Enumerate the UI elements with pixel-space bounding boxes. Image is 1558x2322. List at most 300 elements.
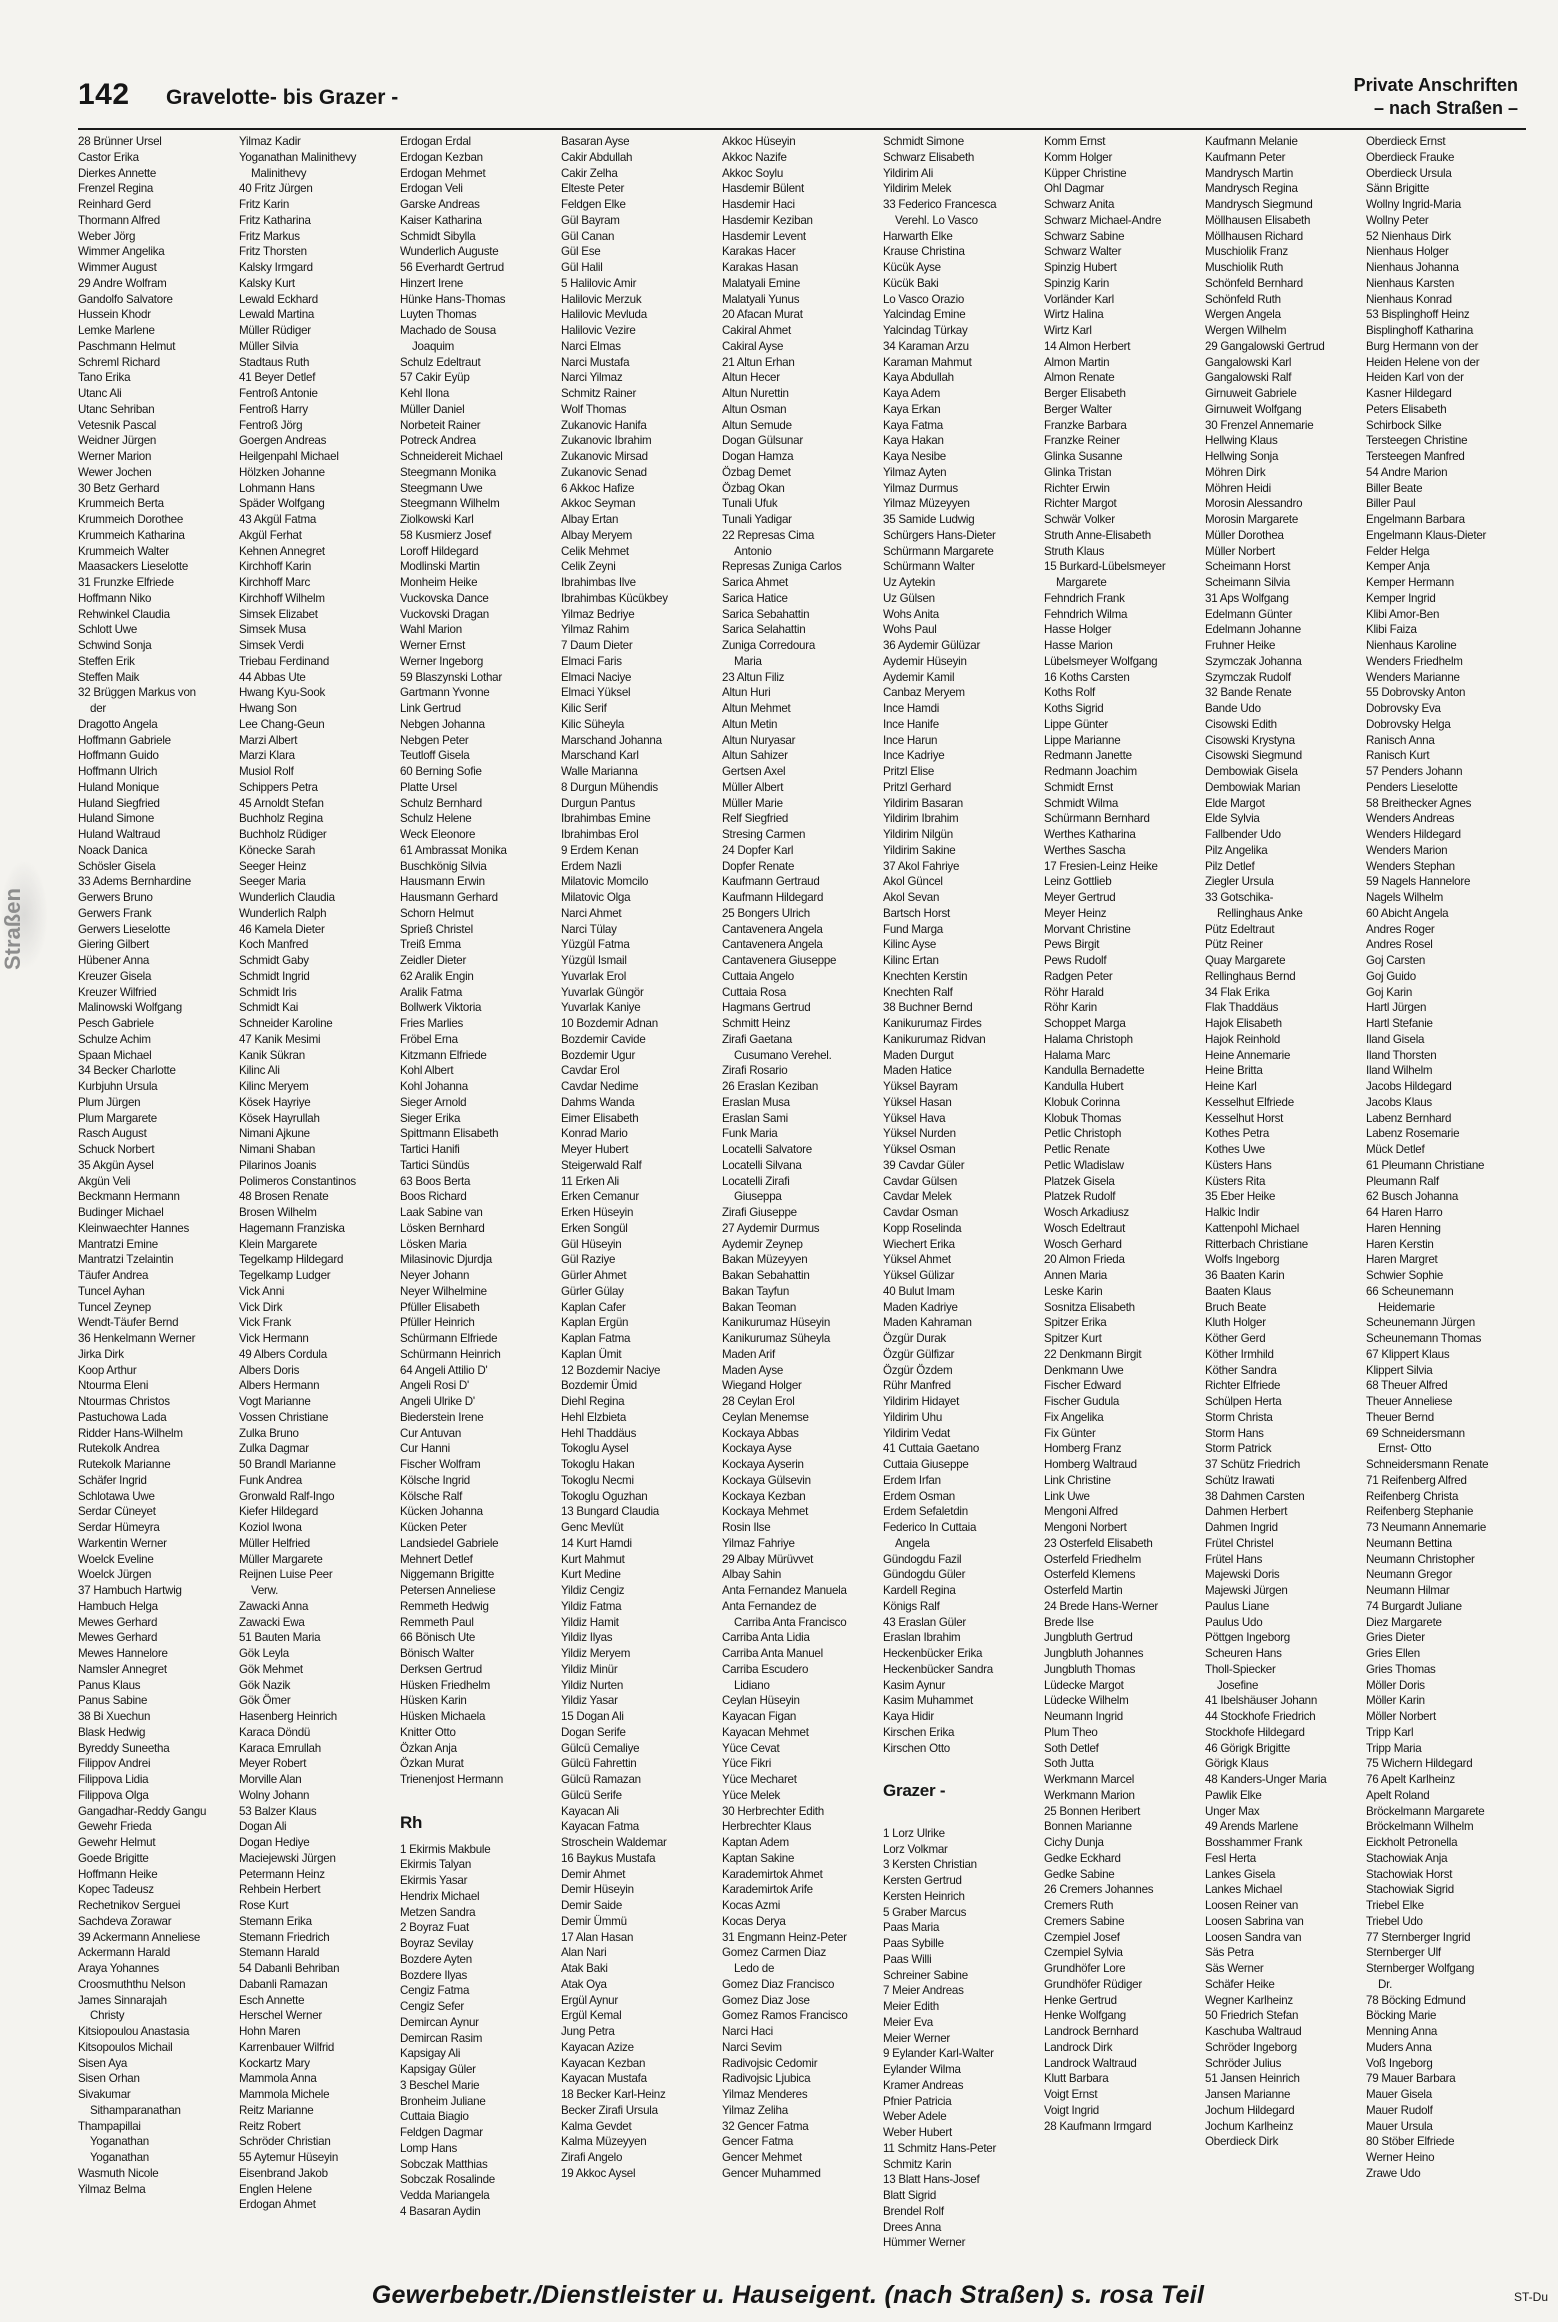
listing-entry: Kaplan Fatma	[561, 1332, 631, 1345]
listing-entry: Schönfeld Ruth	[1205, 292, 1281, 306]
listing-entry: Altun Hecer	[722, 371, 780, 385]
listing-entry: 64 Angeli Attilio D'	[400, 1363, 488, 1377]
listing-entry: Hussein Khodr	[78, 308, 151, 322]
listing-entry: Hüsken Michaela	[400, 1710, 486, 1723]
listing-entry: Kösek Hayrullah	[239, 1111, 320, 1125]
listing-entry: Werthes Katharina	[1044, 828, 1136, 841]
listing-entry: 52 Nienhaus Dirk	[1366, 229, 1451, 243]
listing-entry: Altun Nuryasar	[722, 733, 796, 747]
listing-entry: Özkan Murat	[400, 1757, 464, 1771]
listing-entry: Utanc Ali	[78, 387, 122, 400]
listing-entry: Schröder Julius	[1205, 2056, 1282, 2070]
listing-entry: Schürmann Heinrich	[400, 1347, 501, 1361]
listing-entry: Halilovic Mevluda	[561, 308, 647, 322]
listing-entry: Yildirim Nilgün	[883, 828, 953, 841]
listing-entry: Anta Fernandez de	[722, 1599, 817, 1613]
listing-entry: Kockaya Mehmet	[722, 1505, 809, 1519]
listing-entry: Ziolkowski Karl	[400, 513, 474, 526]
listing-entry: 30 Herbrechter Edith	[722, 1804, 824, 1818]
listing-entry: Dahmen Herbert	[1205, 1505, 1288, 1519]
listing-entry: Hasdemir Haci	[722, 198, 795, 211]
listing-entry: Narci Ahmet	[561, 906, 622, 920]
listing-entry: 37 Schütz Friedrich	[1205, 1458, 1301, 1471]
listing-entry: Pöttgen Ingeborg	[1205, 1631, 1290, 1645]
listing-entry: Voigt Ernst	[1044, 2088, 1098, 2101]
listing-entry: Buchholz Rüdiger	[239, 828, 327, 841]
listing-entry: Atak Baki	[561, 1962, 608, 1975]
listing-entry: Sisen Orhan	[78, 2072, 140, 2086]
listing-entry: Demir Ahmet	[561, 1867, 626, 1881]
listing-entry: Yilmaz Menderes	[722, 2088, 808, 2101]
listing-entry: Schoppet Marga	[1044, 1017, 1126, 1030]
footer-note: Gewerbebetr./Dienstleister u. Hauseigent. (nach Straßen) s. rosa Teil	[371, 2281, 1205, 2309]
listing-entry: 40 Bulut Imam	[883, 1284, 955, 1298]
listing-entry: Baaten Klaus	[1205, 1284, 1271, 1298]
listing-entry: 13 Bungard Claudia	[561, 1505, 659, 1519]
listing-entry: Boyraz Sevilay	[400, 1937, 474, 1950]
listing-entry: Vuckovska Dance	[400, 591, 489, 605]
listing-entry: Sarica Hatice	[722, 591, 788, 605]
listing-entry: Heckenbücker Erika	[883, 1647, 983, 1660]
listing-entry: 22 Denkmann Birgit	[1044, 1347, 1142, 1361]
listing-entry: Ibrahimbas Emine	[561, 812, 651, 826]
listing-entry: Karaman Mahmut	[883, 355, 972, 369]
listing-entry: Hasdemir Keziban	[722, 213, 813, 227]
listing-entry: Yilmaz Fahriye	[722, 1536, 795, 1550]
listing-entry: Jacobs Hildegard	[1366, 1080, 1452, 1093]
listing-entry: 35 Samide Ludwig	[883, 513, 975, 526]
listing-entry: Theuer Anneliese	[1366, 1395, 1453, 1408]
listing-entry: Hehl Thaddäus	[561, 1426, 637, 1440]
listing-entry: Ergül Kemal	[561, 2009, 622, 2023]
listing-entry: Eraslan Musa	[722, 1095, 790, 1109]
listing-entry: Altun Metin	[722, 717, 778, 731]
listing-entry: Narci Tülay	[561, 922, 617, 936]
listing-entry: Hasse Marion	[1044, 639, 1113, 652]
listing-entry: Almon Martin	[1044, 355, 1110, 369]
listing-entry: Tunali Yadigar	[722, 513, 792, 526]
listing-entry: Kattenpohl Michael	[1205, 1221, 1300, 1235]
listing-entry: James Sinnarajah	[78, 1993, 167, 2007]
listing-entry: Thormann Alfred	[78, 213, 160, 227]
listing-entry: Gartmann Yvonne	[400, 686, 490, 700]
listing-entry: Canbaz Meryem	[883, 686, 965, 700]
listing-entry: Mauer Ursula	[1366, 2119, 1433, 2133]
listing-entry: Loosen Sandra van	[1205, 1930, 1302, 1944]
listing-entry: Eisenbrand Jakob	[239, 2166, 328, 2180]
listing-entry: Gencer Mehmet	[722, 2151, 802, 2164]
listing-entry: Weber Hubert	[883, 2126, 952, 2139]
listing-entry: Ziegler Ursula	[1205, 875, 1274, 889]
listing-entry: 16 Baykus Mustafa	[561, 1851, 656, 1865]
listing-entry: Petersen Anneliese	[400, 1584, 496, 1597]
listing-entry: Wimmer Angelika	[78, 245, 165, 259]
listing-entry: Klein Margarete	[239, 1237, 318, 1251]
listing-entry: Kocas Derya	[722, 1914, 786, 1928]
listing-entry: Gomez Diaz Jose	[722, 1993, 810, 2007]
listing-entry: Blatt Sigrid	[883, 2189, 937, 2202]
listing-entry: Brosen Wilhelm	[239, 1206, 317, 1219]
listing-entry: Karrenbauer Wilfrid	[239, 2040, 335, 2054]
listing-entry: Zirafi Giuseppe	[722, 1206, 797, 1219]
listing-entry: Kaptan Sakine	[722, 1851, 795, 1865]
listing-entry: Brede Ilse	[1044, 1615, 1094, 1629]
listing-entry: Erdem Nazli	[561, 859, 622, 873]
listing-entry: Laak Sabine van	[400, 1206, 483, 1219]
listing-entry: Kandulla Bernadette	[1044, 1064, 1145, 1078]
listing-entry: Altun Sahizer	[722, 749, 788, 763]
listing-entry: Kirchhoff Karin	[239, 560, 312, 574]
listing-entry: Zrawe Udo	[1366, 2166, 1421, 2180]
listing-entry: 34 Becker Charlotte	[78, 1064, 176, 1078]
listing-entry: Ridder Hans-Wilhelm	[78, 1426, 183, 1440]
listing-entry: Kayacan Mehmet	[722, 1725, 809, 1739]
listing-entry: Labenz Rosemarie	[1366, 1127, 1460, 1141]
listing-entry: 16 Koths Carsten	[1044, 670, 1130, 684]
listing-entry: Zawacki Anna	[239, 1599, 309, 1613]
listing-entry: Kehl Ilona	[400, 387, 450, 400]
listing-entry: Kockaya Ayse	[722, 1442, 792, 1456]
listing-entry: Karakas Hasan	[722, 261, 799, 274]
listing-entry: Gedke Sabine	[1044, 1867, 1115, 1881]
listing-entry: Wenders Marion	[1366, 843, 1448, 857]
listing-entry: Heckenbücker Sandra	[883, 1662, 993, 1676]
listing-entry: Woelck Eveline	[78, 1552, 154, 1566]
listing-entry: Schütz Irawati	[1205, 1473, 1275, 1487]
listing-entry: Yuvarlak Erol	[561, 969, 627, 983]
listing-entry: Gök Mehmet	[239, 1662, 303, 1676]
listing-entry: 37 Hambuch Hartwig	[78, 1584, 182, 1597]
listing-entry: Gök Ömer	[239, 1694, 291, 1708]
listing-entry: Yilmaz Belma	[78, 2182, 146, 2196]
listing-entry: 4 Basaran Aydin	[400, 2204, 481, 2218]
listing-entry: 49 Arends Marlene	[1205, 1820, 1299, 1834]
listing-entry: Landrock Bernhard	[1044, 2025, 1139, 2038]
listing-entry: Cisowski Edith	[1205, 717, 1277, 731]
listing-entry: Pawlik Elke	[1205, 1788, 1262, 1802]
listing-entry: Grundhöfer Rüdiger	[1044, 1977, 1142, 1991]
listing-entry: 6 Akkoc Hafize	[561, 481, 635, 495]
listing-entry: Gündogdu Fazil	[883, 1552, 962, 1566]
listing-column	[400, 134, 561, 2284]
listing-entry: Vuckovski Dragan	[400, 607, 490, 621]
listing-entry: Jungbluth Thomas	[1044, 1662, 1136, 1676]
listing-entry: Schneidersmann Renate	[1366, 1458, 1489, 1471]
listing-entry: Klippert Silvia	[1366, 1363, 1433, 1377]
listing-entry: Köther Irmhild	[1205, 1347, 1274, 1361]
listing-entry: Cichy Dunja	[1044, 1836, 1104, 1849]
listing-entry: Iland Thorsten	[1366, 1048, 1437, 1062]
listing-entry: Yüzgül Fatma	[561, 938, 630, 952]
listing-entry: Derksen Gertrud	[400, 1662, 482, 1676]
listing-entry: Elmaci Naciye	[561, 670, 632, 684]
listing-entry: Carriba Anta Manuel	[722, 1647, 823, 1660]
listing-entry: 59 Blaszynski Lothar	[400, 670, 502, 684]
listing-entry: Gerwers Lieselotte	[78, 922, 171, 936]
listing-entry: Mammola Michele	[239, 2088, 330, 2101]
listing-entry: Theuer Bernd	[1366, 1410, 1434, 1424]
listing-entry: Schürmann Margarete	[883, 544, 994, 558]
listing-entry: Lomp Hans	[400, 2141, 458, 2155]
street-heading: Rh	[400, 1812, 423, 1832]
listing-entry: Lüdecke Wilhelm	[1044, 1694, 1129, 1708]
listing-entry: Cuttaia Giuseppe	[883, 1458, 969, 1471]
listing-entry: Kockaya Kezban	[722, 1489, 806, 1503]
listing-entry: Halilovic Merzuk	[561, 292, 642, 306]
listing-entry: Müller Daniel	[400, 402, 465, 416]
listing-entry: Kirchhoff Marc	[239, 576, 311, 589]
listing-entry: Schülpen Herta	[1205, 1395, 1282, 1408]
listing-entry: Schwär Volker	[1044, 513, 1115, 526]
listing-entry: Albay Meryem	[561, 528, 633, 542]
listing-entry: Koziol Iwona	[239, 1521, 302, 1534]
listing-entry: Funk Maria	[722, 1127, 778, 1141]
listing-entry: Schmidt Ernst	[1044, 780, 1113, 794]
listing-entry: Szymczak Johanna	[1205, 654, 1302, 668]
listing-entry: 22 Represas Cima	[722, 528, 815, 542]
listing-entry: Herbrechter Klaus	[722, 1820, 812, 1834]
listing-entry: Kanikurumaz Firdes	[883, 1017, 982, 1030]
listing-entry: 41 Beyer Detlef	[239, 371, 316, 385]
listing-entry: Yilmaz Durmus	[883, 481, 958, 495]
listing-entry: Sachdeva Zorawar	[78, 1914, 172, 1928]
listing-entry: Schwind Sonja	[78, 639, 152, 652]
listing-entry: Karaca Emrullah	[239, 1741, 321, 1755]
listing-entry: Franzke Reiner	[1044, 434, 1120, 448]
listing-entry: Haren Henning	[1366, 1221, 1441, 1235]
listing-entry: Mandrysch Martin	[1205, 166, 1294, 180]
listing-entry: Mantratzi Emine	[78, 1237, 159, 1251]
listing-entry: Rutekolk Andrea	[78, 1442, 160, 1456]
listing-entry: 11 Erken Ali	[561, 1174, 620, 1188]
listing-entry: Woelck Jürgen	[78, 1568, 152, 1582]
listing-entry: Kaplan Ümit	[561, 1347, 622, 1361]
listing-entry: Nienhaus Karsten	[1366, 276, 1455, 290]
listing-entry: 38 Bi Xuechun	[78, 1710, 151, 1723]
listing-entry: Dobrovsky Helga	[1366, 717, 1451, 731]
listing-entry: Petlic Christoph	[1044, 1127, 1122, 1141]
listing-entry: Wenders Marianne	[1366, 670, 1460, 684]
listing-entry: Möllhausen Elisabeth	[1205, 213, 1311, 227]
listing-entry: Pleumann Ralf	[1366, 1174, 1439, 1188]
listing-entry: Serdar Hümeyra	[78, 1521, 160, 1534]
listing-entry: Diez Margarete	[1366, 1615, 1442, 1629]
listing-entry: Bisplinghoff Katharina	[1366, 324, 1474, 337]
listing-entry: Penders Lieselotte	[1366, 780, 1458, 794]
listing-entry: Klobuk Corinna	[1044, 1095, 1120, 1109]
listing-entry: Nienhaus Konrad	[1366, 292, 1452, 306]
listing-entry: Filippov Andrei	[78, 1757, 151, 1771]
listing-entry: Schneidereit Michael	[400, 450, 503, 463]
listing-entry: Aydemir Hüseyin	[883, 654, 967, 668]
listing-entry: Hagmans Gertrud	[722, 1001, 811, 1015]
listing-entry: Wolf Thomas	[561, 402, 627, 416]
listing-entry: Hasdemir Bülent	[722, 182, 804, 196]
listing-entry: Modlinski Martin	[400, 560, 480, 574]
listing-entry: Kluth Holger	[1205, 1316, 1266, 1330]
listing-entry: Cantavenera Angela	[722, 922, 823, 936]
listing-entry: Dahmen Ingrid	[1205, 1521, 1278, 1534]
listing-entry: 27 Aydemir Durmus	[722, 1221, 820, 1235]
listing-entry: Gronwald Ralf-Ingo	[239, 1489, 335, 1503]
listing-entry: Meier Werner	[883, 2031, 951, 2045]
listing-entry: Kayacan Mustafa	[561, 2072, 647, 2086]
listing-entry: Schmidt Iris	[239, 985, 297, 999]
listing-entry: 31 Aps Wolfgang	[1205, 591, 1289, 605]
listing-entry: Croosmuththu Nelson	[78, 1977, 186, 1991]
listing-entry: Kaptan Adem	[722, 1836, 789, 1849]
listing-entry: Richter Elfriede	[1205, 1379, 1281, 1393]
listing-entry: Yoganathan	[90, 2151, 149, 2164]
listing-entry: Tegelkamp Hildegard	[239, 1253, 344, 1267]
listing-entry: Kalsky Irmgard	[239, 261, 313, 274]
listing-entry: Cur Hanni	[400, 1442, 450, 1456]
listing-entry: Bönisch Walter	[400, 1647, 475, 1660]
listing-entry: Wirtz Karl	[1044, 324, 1092, 337]
listing-entry: Cavdar Melek	[883, 1190, 952, 1204]
listing-entry: Meyer Gertrud	[1044, 891, 1116, 904]
listing-entry: Yildirim Melek	[883, 182, 952, 196]
listing-entry: Nienhaus Karoline	[1366, 639, 1457, 652]
listing-entry: Tunali Ufuk	[722, 497, 778, 511]
listing-entry: Milatovic Olga	[561, 891, 631, 904]
listing-entry: Josefine	[1217, 1678, 1259, 1692]
listing-entry: Byreddy Suneetha	[78, 1741, 170, 1755]
listing-entry: Monheim Heike	[400, 576, 478, 589]
listing-entry: Bartsch Horst	[883, 906, 950, 920]
listing-entry: Wosch Gerhard	[1044, 1237, 1122, 1251]
listing-entry: Gök Leyla	[239, 1647, 289, 1660]
listing-entry: Cisowski Siegmund	[1205, 749, 1302, 763]
listing-entry: Petermann Heinz	[239, 1867, 325, 1881]
listing-entry: Morosin Alessandro	[1205, 497, 1303, 511]
listing-entry: Wenders Hildegard	[1366, 828, 1461, 841]
listing-entry: Warkentin Werner	[78, 1536, 167, 1550]
listing-entry: Peters Elisabeth	[1366, 402, 1447, 416]
listing-entry: Schwarz Anita	[1044, 198, 1115, 211]
listing-entry: Giering Gilbert	[78, 938, 149, 952]
listing-entry: Möller Karin	[1366, 1694, 1425, 1708]
listing-entry: Eylander Wilma	[883, 2063, 961, 2076]
listing-entry: 62 Aralik Engin	[400, 969, 474, 983]
listing-entry: Ibrahimbas Ilve	[561, 576, 636, 589]
listing-entry: Fröbel Erna	[400, 1032, 458, 1046]
listing-entry: Tokoglu Hakan	[561, 1458, 635, 1471]
listing-entry: Kanikurumaz Ridvan	[883, 1032, 986, 1046]
listing-entry: Kapsigay Güler	[400, 2063, 476, 2076]
listing-entry: Täufer Andrea	[78, 1269, 149, 1282]
listing-entry: Malatyali Emine	[722, 276, 801, 290]
listing-entry: 10 Bozdemir Adnan	[561, 1017, 658, 1030]
listing-entry: 28 Kaufmann Irmgard	[1044, 2119, 1152, 2133]
listing-entry: Fehndrich Wilma	[1044, 607, 1128, 621]
listing-entry: Schäfer Heike	[1205, 1977, 1275, 1991]
listing-entry: Kilinc Ayse	[883, 938, 937, 952]
listing-entry: Simsek Verdi	[239, 639, 304, 652]
listing-entry: Yüksel Hasan	[883, 1095, 952, 1109]
listing-entry: Huland Waltraud	[78, 828, 161, 841]
listing-entry: Goergen Andreas	[239, 434, 327, 448]
listing-entry: 15 Burkard-Lübelsmeyer	[1044, 560, 1166, 574]
listing-entry: Pritzl Gerhard	[883, 780, 952, 794]
listing-entry: Aralik Fatma	[400, 985, 463, 999]
listing-entry: Cantavenera Angela	[722, 938, 823, 952]
listing-entry: Hüsken Friedhelm	[400, 1678, 491, 1692]
listing-entry: Akgün Veli	[78, 1174, 131, 1188]
listing-entry: 35 Akgün Aysel	[78, 1158, 154, 1172]
listing-entry: Struth Klaus	[1044, 544, 1105, 558]
listing-entry: Seeger Maria	[239, 875, 306, 889]
listing-entry: Altun Osman	[722, 402, 787, 416]
listing-entry: Kaya Adem	[883, 387, 941, 400]
listing-entry: Müller Albert	[722, 780, 784, 794]
listing-entry: 7 Meier Andreas	[883, 1984, 964, 1998]
listing-entry: Glinka Susanne	[1044, 450, 1123, 463]
listing-entry: Elmaci Yüksel	[561, 686, 631, 700]
listing-entry: Muschiolik Ruth	[1205, 261, 1284, 274]
listing-entry: Tegelkamp Ludger	[239, 1269, 331, 1282]
listing-entry: Kaya Hidir	[883, 1710, 934, 1723]
listing-entry: Soth Detlef	[1044, 1741, 1099, 1755]
listing-entry: Heiden Karl von der	[1366, 371, 1464, 385]
street-heading: Grazer -	[883, 1781, 946, 1800]
listing-entry: Schröder Ingeborg	[1205, 2040, 1297, 2054]
listing-entry: Tersteegen Christine	[1366, 434, 1468, 448]
listing-entry: 54 Dabanli Behriban	[239, 1962, 340, 1975]
listing-entry: Özbag Demet	[722, 465, 791, 479]
listing-entry: 34 Karaman Arzu	[883, 339, 969, 353]
listing-entry: Kurt Medine	[561, 1568, 621, 1582]
listing-entry: Jacobs Klaus	[1366, 1095, 1432, 1109]
listing-entry	[883, 1756, 1041, 1772]
listing-entry: Muschiolik Franz	[1205, 245, 1288, 259]
listing-entry: Gewehr Frieda	[78, 1820, 152, 1834]
listing-entry: Kalma Müzeyyen	[561, 2135, 647, 2149]
listing-entry: Sivakumar	[78, 2088, 131, 2101]
listing-entry: Wosch Edeltraut	[1044, 1221, 1126, 1235]
listing-entry: Özgür Özdem	[883, 1363, 953, 1377]
listing-entry: Pilz Detlef	[1205, 859, 1255, 873]
listing-entry: Lippe Marianne	[1044, 733, 1121, 747]
listing-entry: Steigerwald Ralf	[561, 1158, 642, 1172]
listing-entry: Heine Britta	[1205, 1064, 1263, 1078]
listing-entry: Maciejewski Jürgen	[239, 1851, 336, 1865]
listing-entry: Becker Zirafi Ursula	[561, 2103, 658, 2117]
listing-entry: Panus Sabine	[78, 1694, 148, 1708]
listing-entry: Schmitz Rainer	[561, 387, 637, 400]
listing-entry: 11 Schmitz Hans-Peter	[883, 2141, 997, 2155]
listing-entry: Soth Jutta	[1044, 1757, 1094, 1771]
listing-entry: Fentroß Antonie	[239, 387, 318, 400]
listing-entry: 62 Busch Johanna	[1366, 1190, 1459, 1204]
listing-entry: Berger Walter	[1044, 402, 1112, 416]
listing-entry: Gül Hüseyin	[561, 1237, 622, 1251]
listing-entry: Lemke Marlene	[78, 324, 155, 337]
listing-entry: Reitz Robert	[239, 2119, 301, 2133]
listing-entry: Cakiral Ahmet	[722, 324, 791, 337]
listing-entry: Araya Yohannes	[78, 1962, 159, 1975]
listing-entry: 32 Bande Renate	[1205, 686, 1292, 700]
listing-entry: Gündogdu Güler	[883, 1568, 966, 1582]
listing-entry: Buschkönig Silvia	[400, 859, 487, 873]
listing-entry: Rechetnikov Serguei	[78, 1899, 181, 1912]
listing-entry: Anta Fernandez Manuela	[722, 1584, 847, 1597]
listing-entry: Schröder Christian	[239, 2135, 331, 2149]
listing-entry: 38 Dahmen Carsten	[1205, 1489, 1305, 1503]
listing-entry: Ntourma Eleni	[78, 1379, 149, 1393]
listing-entry: Bruch Beate	[1205, 1300, 1267, 1314]
listing-entry: Jungbluth Johannes	[1044, 1647, 1144, 1660]
